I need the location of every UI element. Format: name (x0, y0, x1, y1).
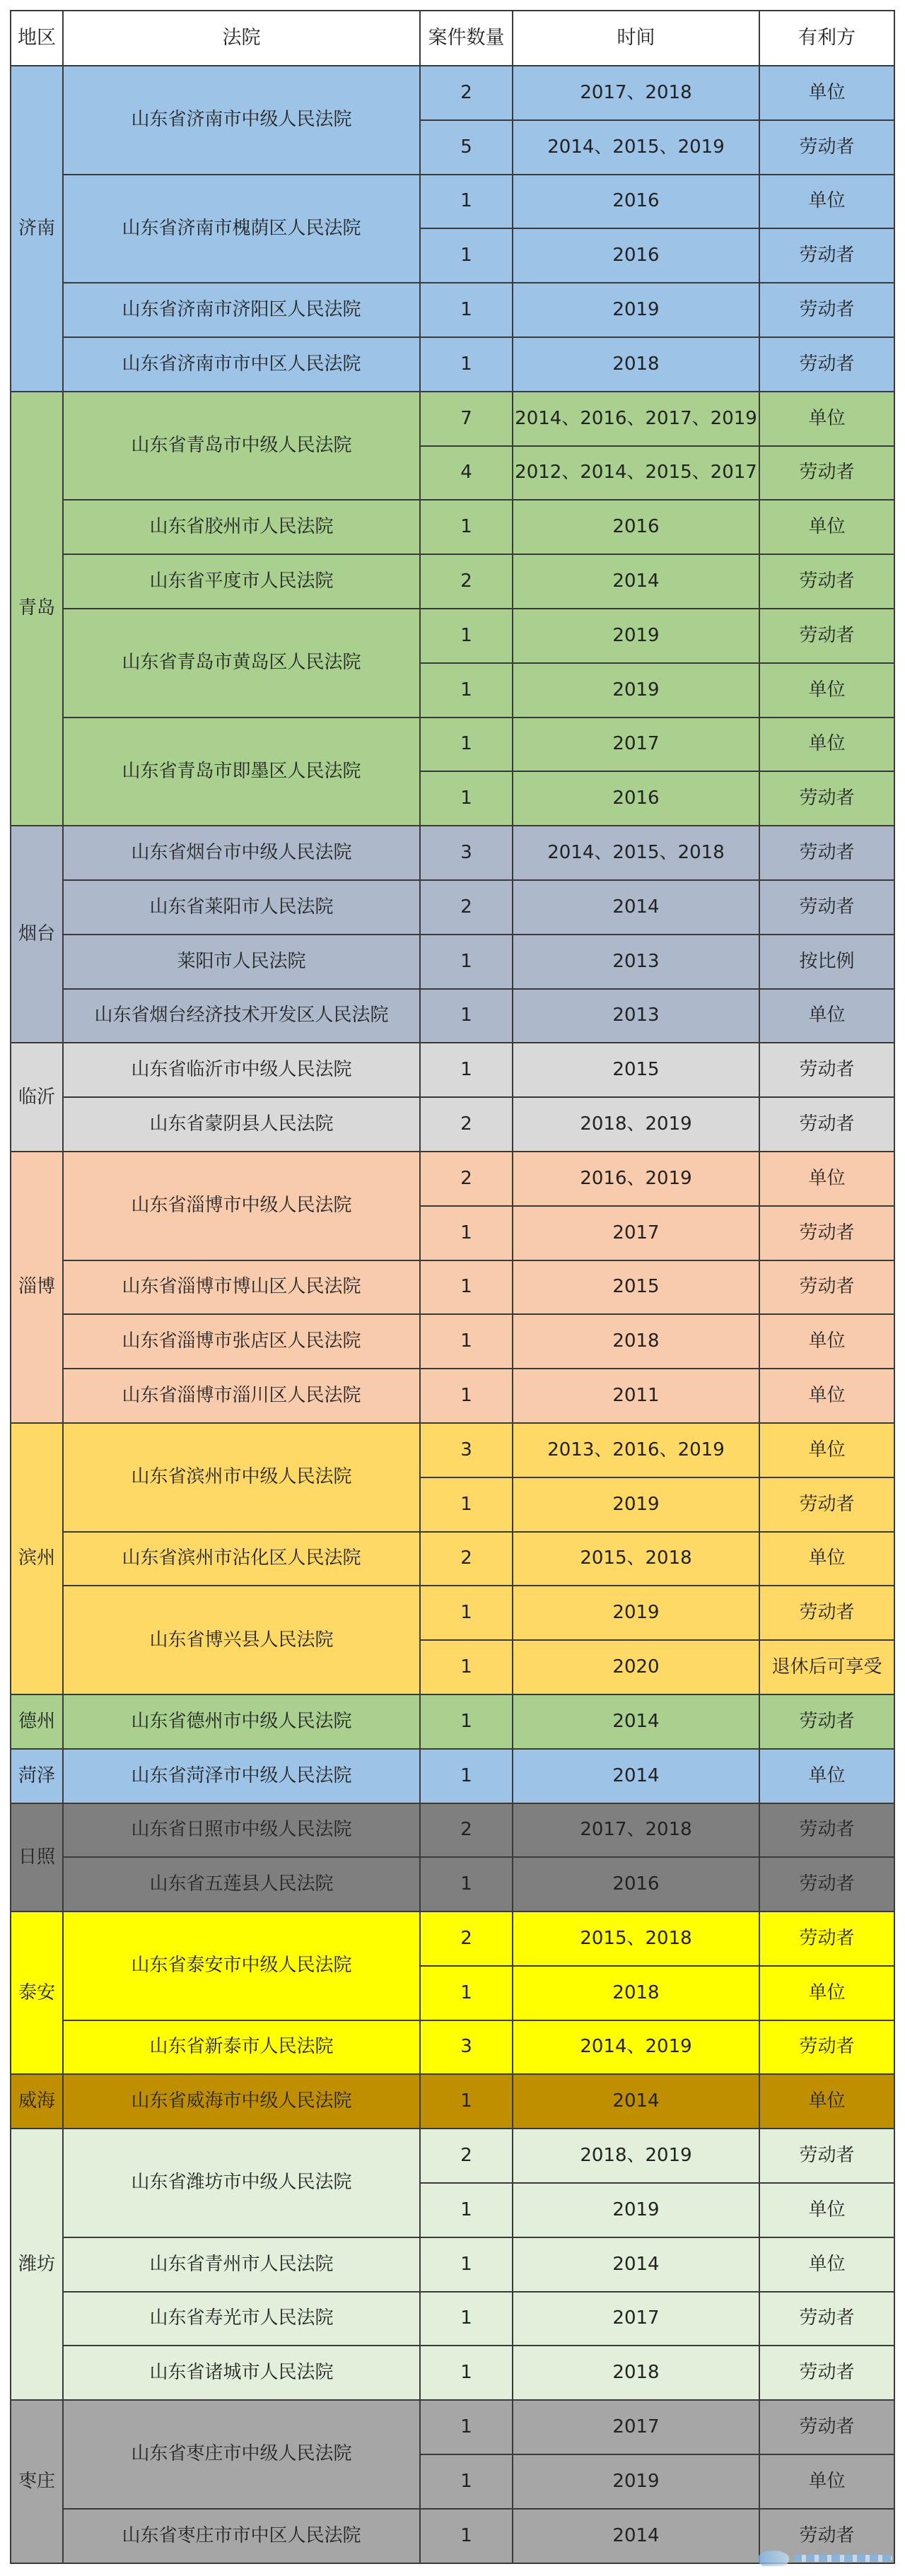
count-cell: 1 (421, 935, 513, 990)
count-header: 案件数量 (421, 10, 513, 66)
time-cell: 2019 (513, 1586, 760, 1641)
court-cell: 山东省蒙阴县人民法院 (64, 1098, 421, 1152)
time-cell: 2018 (513, 1315, 760, 1369)
party-cell: 劳动者 (760, 826, 895, 881)
time-cell: 2013、2016、2019 (513, 1424, 760, 1478)
time-cell: 2019 (513, 2455, 760, 2510)
court-cell: 山东省青岛市黄岛区人民法院 (64, 609, 421, 718)
count-cell: 1 (421, 1261, 513, 1316)
time-cell: 2019 (513, 283, 760, 338)
court-cell: 山东省五莲县人民法院 (64, 1858, 421, 1912)
region-cell: 淄博 (10, 1152, 64, 1424)
court-cell: 山东省博兴县人民法院 (64, 1586, 421, 1695)
count-cell: 2 (421, 1098, 513, 1152)
party-cell: 劳动者 (760, 609, 895, 664)
time-cell: 2018、2019 (513, 1098, 760, 1152)
count-cell: 1 (421, 1207, 513, 1261)
party-cell: 单位 (760, 2238, 895, 2293)
count-cell: 1 (421, 1369, 513, 1424)
region-cell: 德州 (10, 1695, 64, 1750)
time-cell: 2017 (513, 718, 760, 773)
count-cell: 1 (421, 2401, 513, 2455)
party-cell: 劳动者 (760, 2510, 895, 2564)
count-cell: 2 (421, 881, 513, 935)
party-cell: 劳动者 (760, 2293, 895, 2347)
time-header: 时间 (513, 10, 760, 66)
time-cell: 2017、2018 (513, 66, 760, 121)
party-cell: 劳动者 (760, 338, 895, 392)
party-cell: 劳动者 (760, 1043, 895, 1098)
party-cell: 单位 (760, 990, 895, 1044)
time-cell: 2016 (513, 500, 760, 555)
party-cell: 单位 (760, 175, 895, 230)
party-cell: 单位 (760, 1533, 895, 1587)
party-cell: 劳动者 (760, 1695, 895, 1750)
party-cell: 单位 (760, 1424, 895, 1478)
time-cell: 2014 (513, 2075, 760, 2129)
time-cell: 2017 (513, 1207, 760, 1261)
time-cell: 2014 (513, 881, 760, 935)
party-cell: 单位 (760, 1967, 895, 2021)
count-cell: 2 (421, 66, 513, 121)
count-cell: 1 (421, 500, 513, 555)
count-cell: 1 (421, 609, 513, 664)
count-cell: 1 (421, 283, 513, 338)
court-cell: 山东省临沂市中级人民法院 (64, 1043, 421, 1098)
court-cell: 山东省烟台市中级人民法院 (64, 826, 421, 881)
party-cell: 劳动者 (760, 283, 895, 338)
time-cell: 2015 (513, 1043, 760, 1098)
time-cell: 2013 (513, 935, 760, 990)
party-cell: 按比例 (760, 935, 895, 990)
region-cell: 滨州 (10, 1424, 64, 1695)
watermark-logo (744, 2546, 892, 2570)
court-cell: 山东省淄博市中级人民法院 (64, 1152, 421, 1261)
party-cell: 单位 (760, 1315, 895, 1369)
time-cell: 2014 (513, 1750, 760, 1804)
region-cell: 潍坊 (10, 2129, 64, 2401)
count-cell: 2 (421, 2129, 513, 2184)
party-cell: 劳动者 (760, 1912, 895, 1967)
party-cell: 劳动者 (760, 1858, 895, 1912)
count-cell: 1 (421, 1858, 513, 1912)
time-cell: 2020 (513, 1641, 760, 1695)
time-cell: 2016 (513, 1858, 760, 1912)
count-cell: 1 (421, 772, 513, 826)
count-cell: 1 (421, 2184, 513, 2238)
count-cell: 1 (421, 1641, 513, 1695)
time-cell: 2015 (513, 1261, 760, 1316)
court-cell: 山东省威海市中级人民法院 (64, 2075, 421, 2129)
count-cell: 1 (421, 2238, 513, 2293)
region-cell: 菏泽 (10, 1750, 64, 1804)
party-cell: 劳动者 (760, 2129, 895, 2184)
court-cell: 山东省济南市中级人民法院 (64, 66, 421, 175)
party-cell: 单位 (760, 500, 895, 555)
count-cell: 1 (421, 2455, 513, 2510)
time-cell: 2018 (513, 1967, 760, 2021)
time-cell: 2019 (513, 664, 760, 718)
court-cell: 山东省新泰市人民法院 (64, 2021, 421, 2076)
party-cell: 劳动者 (760, 555, 895, 609)
region-cell: 威海 (10, 2075, 64, 2129)
count-cell: 3 (421, 2021, 513, 2076)
count-cell: 1 (421, 338, 513, 392)
party-cell: 劳动者 (760, 1098, 895, 1152)
party-cell: 劳动者 (760, 1261, 895, 1316)
count-cell: 1 (421, 1043, 513, 1098)
count-cell: 1 (421, 990, 513, 1044)
time-cell: 2014 (513, 2510, 760, 2564)
region-cell: 日照 (10, 1804, 64, 1913)
time-cell: 2016 (513, 229, 760, 283)
court-cell: 山东省滨州市中级人民法院 (64, 1424, 421, 1533)
court-cell: 山东省德州市中级人民法院 (64, 1695, 421, 1750)
party-cell: 单位 (760, 2075, 895, 2129)
count-cell: 1 (421, 718, 513, 773)
party-cell: 单位 (760, 1369, 895, 1424)
count-cell: 3 (421, 826, 513, 881)
court-cell: 山东省枣庄市市中区人民法院 (64, 2510, 421, 2564)
party-cell: 劳动者 (760, 1586, 895, 1641)
party-cell: 单位 (760, 392, 895, 447)
party-cell: 劳动者 (760, 881, 895, 935)
count-cell: 1 (421, 2075, 513, 2129)
time-cell: 2015、2018 (513, 1533, 760, 1587)
time-cell: 2016 (513, 175, 760, 230)
court-cell: 山东省寿光市人民法院 (64, 2293, 421, 2347)
court-cell: 山东省潍坊市中级人民法院 (64, 2129, 421, 2238)
count-cell: 1 (421, 1695, 513, 1750)
party-cell: 劳动者 (760, 1478, 895, 1533)
time-cell: 2016 (513, 772, 760, 826)
region-header: 地区 (10, 10, 64, 66)
count-cell: 1 (421, 2510, 513, 2564)
court-cell: 山东省滨州市沾化区人民法院 (64, 1533, 421, 1587)
time-cell: 2018 (513, 338, 760, 392)
court-cell: 山东省菏泽市中级人民法院 (64, 1750, 421, 1804)
party-cell: 单位 (760, 2455, 895, 2510)
time-cell: 2014 (513, 1695, 760, 1750)
court-cell: 莱阳市人民法院 (64, 935, 421, 990)
count-cell: 1 (421, 229, 513, 283)
party-cell: 劳动者 (760, 1207, 895, 1261)
party-cell: 劳动者 (760, 2021, 895, 2076)
court-cell: 山东省诸城市人民法院 (64, 2346, 421, 2401)
time-cell: 2014 (513, 2238, 760, 2293)
party-cell: 单位 (760, 66, 895, 121)
count-cell: 2 (421, 1912, 513, 1967)
court-header: 法院 (64, 10, 421, 66)
party-cell: 单位 (760, 2184, 895, 2238)
court-cell: 山东省青州市人民法院 (64, 2238, 421, 2293)
time-cell: 2014 (513, 555, 760, 609)
region-cell: 枣庄 (10, 2401, 64, 2563)
court-cell: 山东省日照市中级人民法院 (64, 1804, 421, 1858)
time-cell: 2014、2015、2018 (513, 826, 760, 881)
party-cell: 劳动者 (760, 1804, 895, 1858)
court-cell: 山东省青岛市中级人民法院 (64, 392, 421, 501)
time-cell: 2017、2018 (513, 1804, 760, 1858)
count-cell: 5 (421, 121, 513, 175)
count-cell: 1 (421, 1478, 513, 1533)
count-cell: 1 (421, 1967, 513, 2021)
court-cell: 山东省平度市人民法院 (64, 555, 421, 609)
time-cell: 2013 (513, 990, 760, 1044)
time-cell: 2019 (513, 1478, 760, 1533)
court-cell: 山东省泰安市中级人民法院 (64, 1912, 421, 2021)
count-cell: 1 (421, 1750, 513, 1804)
watermark-bar (793, 2555, 892, 2562)
court-cell: 山东省淄博市博山区人民法院 (64, 1261, 421, 1316)
count-cell: 2 (421, 1533, 513, 1587)
time-cell: 2012、2014、2015、2017 (513, 447, 760, 501)
count-cell: 2 (421, 1152, 513, 1207)
time-cell: 2014、2015、2019 (513, 121, 760, 175)
time-cell: 2018 (513, 2346, 760, 2401)
party-cell: 劳动者 (760, 2346, 895, 2401)
count-cell: 4 (421, 447, 513, 501)
time-cell: 2017 (513, 2293, 760, 2347)
party-cell: 单位 (760, 664, 895, 718)
count-cell: 1 (421, 664, 513, 718)
party-cell: 劳动者 (760, 121, 895, 175)
count-cell: 1 (421, 1315, 513, 1369)
time-cell: 2018、2019 (513, 2129, 760, 2184)
party-cell: 单位 (760, 1152, 895, 1207)
party-cell: 单位 (760, 718, 895, 773)
court-cell: 山东省烟台经济技术开发区人民法院 (64, 990, 421, 1044)
region-cell: 济南 (10, 66, 64, 392)
party-cell: 劳动者 (760, 2401, 895, 2455)
time-cell: 2015、2018 (513, 1912, 760, 1967)
court-cases-table (10, 10, 895, 2564)
count-cell: 1 (421, 2293, 513, 2347)
region-cell: 泰安 (10, 1912, 64, 2075)
party-cell: 劳动者 (760, 229, 895, 283)
count-cell: 2 (421, 1804, 513, 1858)
time-cell: 2014、2019 (513, 2021, 760, 2076)
court-cell: 山东省枣庄市中级人民法院 (64, 2401, 421, 2510)
region-cell: 青岛 (10, 392, 64, 826)
time-cell: 2019 (513, 609, 760, 664)
court-cell: 山东省莱阳市人民法院 (64, 881, 421, 935)
count-cell: 1 (421, 175, 513, 230)
time-cell: 2019 (513, 2184, 760, 2238)
party-header: 有利方 (760, 10, 895, 66)
region-cell: 临沂 (10, 1043, 64, 1152)
time-cell: 2017 (513, 2401, 760, 2455)
watermark-icon (758, 2551, 789, 2566)
party-cell: 退休后可享受 (760, 1641, 895, 1695)
time-cell: 2016、2019 (513, 1152, 760, 1207)
court-cell: 山东省胶州市人民法院 (64, 500, 421, 555)
count-cell: 7 (421, 392, 513, 447)
region-cell: 烟台 (10, 826, 64, 1043)
party-cell: 劳动者 (760, 772, 895, 826)
time-cell: 2014、2016、2017、2019 (513, 392, 760, 447)
count-cell: 1 (421, 2346, 513, 2401)
court-cell: 山东省济南市槐荫区人民法院 (64, 175, 421, 284)
court-cell: 山东省青岛市即墨区人民法院 (64, 718, 421, 827)
count-cell: 1 (421, 1586, 513, 1641)
party-cell: 单位 (760, 1750, 895, 1804)
court-cell: 山东省济南市济阳区人民法院 (64, 283, 421, 338)
count-cell: 2 (421, 555, 513, 609)
court-cell: 山东省济南市市中区人民法院 (64, 338, 421, 392)
count-cell: 3 (421, 1424, 513, 1478)
time-cell: 2011 (513, 1369, 760, 1424)
party-cell: 劳动者 (760, 447, 895, 501)
court-cell: 山东省淄博市张店区人民法院 (64, 1315, 421, 1369)
court-cell: 山东省淄博市淄川区人民法院 (64, 1369, 421, 1424)
